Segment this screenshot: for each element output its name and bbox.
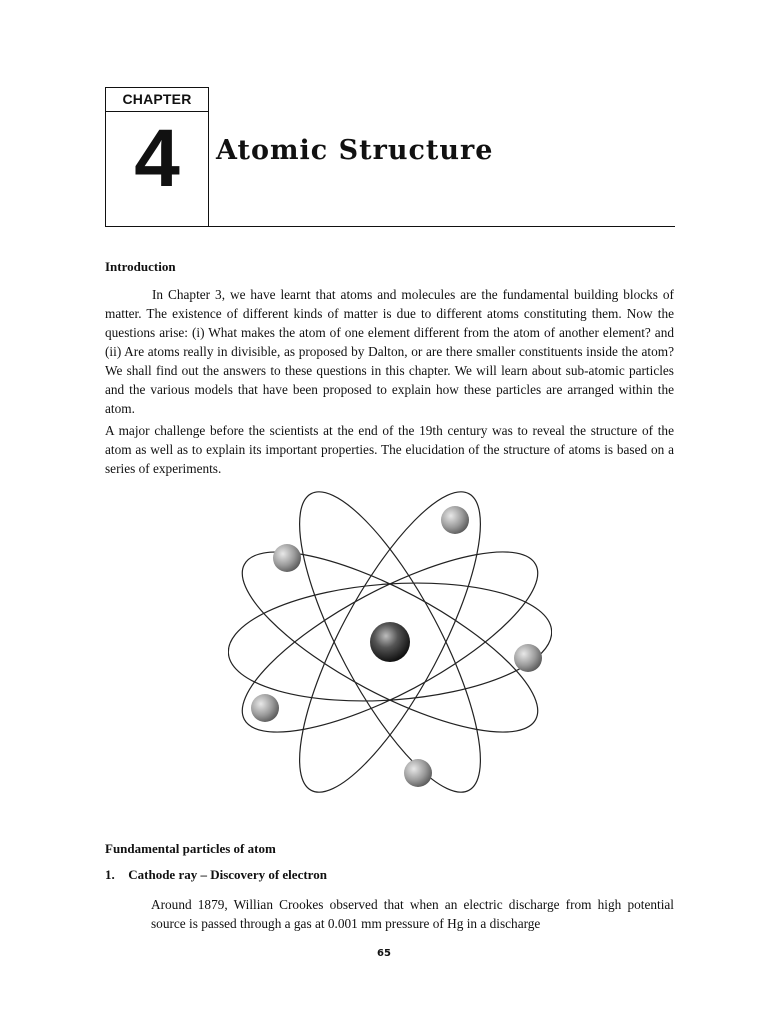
electron: [273, 544, 301, 572]
list-item-heading: [105, 867, 327, 883]
atom-model-illustration: [228, 486, 552, 800]
chapter-title-rule: [209, 226, 675, 227]
page-number: 65: [377, 948, 391, 959]
chapter-box: [105, 87, 209, 227]
chapter-title: Atomic Structure: [216, 135, 494, 166]
electron: [404, 759, 432, 787]
chapter-box-divider: [106, 111, 208, 112]
introduction-paragraph-2: A major challenge before the scientists at the end of the 19th century was to reveal the structure of the atom as well as to explain its important properties. The elucidation of the structure of atoms is based on a series of experiments.: [105, 423, 674, 476]
electron: [441, 506, 469, 534]
electron: [514, 644, 542, 672]
electron: [251, 694, 279, 722]
introduction-heading: Introduction: [105, 259, 176, 274]
fundamental-particles-heading: Fundamental particles of atom: [105, 841, 276, 856]
introduction-paragraph-1: In Chapter 3, we have learnt that atoms and molecules are the fundamental building blocks of matter. The existence of different kinds of matter is due to different atoms constituting them. Now the questions arise: (i) What makes the atom of one element different from the atom of another element? and (ii) Are atoms really in divisible, as proposed by Dalton, or are there smaller constituents inside the atom? We shall find out the answers to these questions in this chapter. We will learn about sub-atomic particles and the various models that have been proposed to explain how these particles are arranged within the atom.: [105, 287, 674, 416]
chapter-label: CHAPTER: [122, 91, 192, 107]
nucleus: [370, 622, 410, 662]
cathode-ray-heading: Cathode ray – Discovery of electron: [128, 867, 327, 882]
list-item-number: 1.: [105, 867, 115, 882]
chapter-number: 4: [134, 113, 180, 204]
cathode-ray-paragraph: Around 1879, Willian Crookes observed that when an electric discharge from high potential source is passed through a gas at 0.001 mm pressure of Hg in a discharge: [151, 897, 674, 931]
